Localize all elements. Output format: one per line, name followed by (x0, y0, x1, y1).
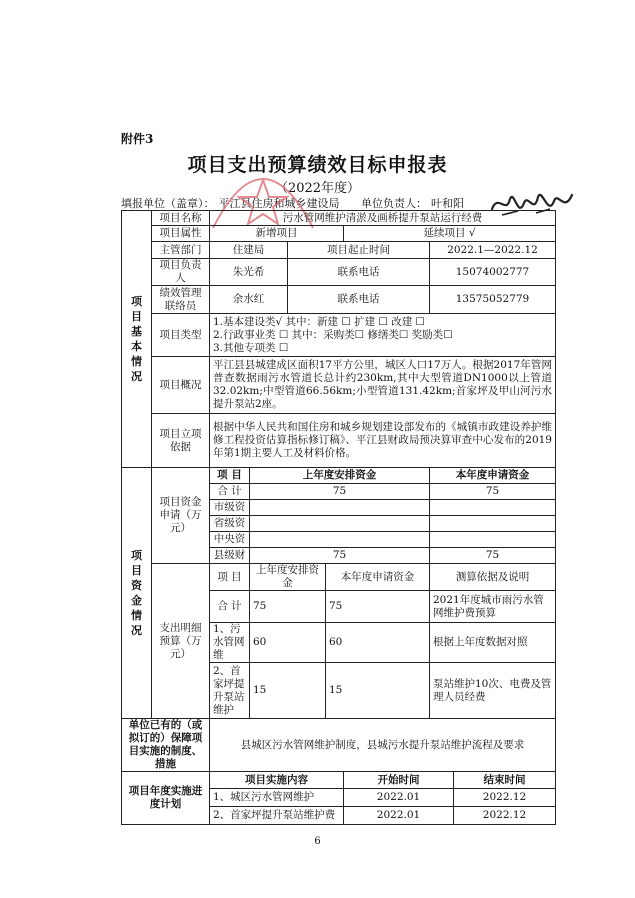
dept-value: 住建局 (210, 242, 288, 259)
detail-row-basis: 泵站维护10次、电费及管理人员经费 (430, 663, 556, 719)
fund-row-last: 75 (250, 484, 430, 500)
fund-row-this (430, 500, 556, 516)
fund-row-item: 中央资 (210, 532, 250, 548)
name-value: 污水管网维护清淤及画桥提升泵站运行经费 (210, 211, 556, 226)
contact-phone-label: 联系电话 (288, 286, 430, 314)
detail-row-item: 1、污水管网维 (210, 623, 250, 663)
fund-row-this (430, 532, 556, 548)
page-title: 项目支出预算绩效目标申报表 (187, 154, 448, 176)
phone-label: 联系电话 (288, 259, 430, 286)
type-line-2: 2.行政事业类 ☐ 其中：采购类☐ 修缮类☐ 奖励类☐ (213, 328, 453, 341)
basis-label: 项目立项依据 (152, 414, 210, 468)
funds-section-header: 项目资金情况 (122, 468, 152, 719)
leader-value: 朱光希 (210, 259, 288, 286)
year-label: （2022年度） (274, 181, 361, 196)
plan-row-content: 1、城区污水管网维护 (210, 789, 344, 807)
unit-value: 平江县住房和城乡建设局 (218, 197, 340, 210)
detail-row-this: 15 (326, 663, 430, 719)
fund-row-last (250, 532, 430, 548)
detail-row-basis: 根据上年度数据对照 (430, 623, 556, 663)
form-table (121, 210, 556, 825)
detail-row-this: 60 (326, 623, 430, 663)
type-options (210, 314, 556, 357)
plan-row-content: 2、首家坪提升泵站维护费 (210, 807, 344, 825)
detail-row-last: 15 (250, 663, 326, 719)
unit-label: 填报单位（盖章）： (121, 197, 215, 210)
plan-row-start: 2022.01 (344, 789, 454, 807)
contact-label: 绩效管理联络员 (152, 286, 210, 314)
plan-col-end: 结束时间 (454, 772, 556, 789)
detail-row-last: 60 (250, 623, 326, 663)
leader-label: 项目负责人 (152, 259, 210, 286)
plan-row-end: 2022.12 (454, 789, 556, 807)
attr-label: 项目属性 (152, 226, 210, 242)
attr-continue: 延续项目 √ (344, 226, 556, 242)
fund-row-last: 75 (250, 548, 430, 564)
fund-col-last: 上年度安排资金 (250, 468, 430, 484)
detail-col-basis: 测算依据及说明 (430, 564, 556, 591)
fund-row-item: 省级资 (210, 516, 250, 532)
type-line-1: 1.基本建设类√ 其中：新建 ☐ 扩建 ☐ 改建 ☐ (213, 315, 425, 328)
fund-row-this: 75 (430, 548, 556, 564)
overview-label: 项目概况 (152, 357, 210, 414)
attachment-label: 附件3 (121, 132, 154, 146)
detail-row-basis: 2021年度城市雨污水管网维护费预算 (430, 591, 556, 623)
detail-col-this: 本年度申请资金 (326, 564, 430, 591)
name-label: 项目名称 (152, 211, 210, 226)
fund-row-this: 75 (430, 484, 556, 500)
contact-value: 余水红 (210, 286, 288, 314)
page-number: 6 (314, 836, 321, 847)
fund-row-item: 合 计 (210, 484, 250, 500)
fund-row-this (430, 516, 556, 532)
fund-row-item: 市级资 (210, 500, 250, 516)
fund-col-item: 项 目 (210, 468, 250, 484)
detail-row-item: 合 计 (210, 591, 250, 623)
detail-row-last: 75 (250, 591, 326, 623)
plan-col-content: 项目实施内容 (210, 772, 344, 789)
guarantee-label: 单位已有的（或拟订的）保障项目实施的制度、措施 (122, 719, 210, 772)
leader-value: 叶和阳 (431, 197, 464, 210)
detail-row-this: 75 (326, 591, 430, 623)
guarantee-value: 县城区污水管网维护制度，县城污水提升泵站维护流程及要求 (210, 719, 556, 772)
attr-new: 新增项目 (210, 226, 344, 242)
type-label: 项目类型 (152, 314, 210, 357)
fund-col-this: 本年度申请资金 (430, 468, 556, 484)
detail-label: 支出明细预算（万元） (152, 564, 210, 719)
fund-row-last (250, 500, 430, 516)
type-line-3: 3.其他专项类 ☐ (213, 341, 289, 354)
period-label: 项目起止时间 (288, 242, 430, 259)
basis-text: 根据中华人民共和国住房和城乡规划建设部发布的《城镇市政建设养护维修工程投资估算指标修订稿》、平江县财政局预决算审查中心发布的2019年第1期主要人工及材料价格。 (210, 414, 556, 468)
apply-label: 项目资金申请（万元） (152, 468, 210, 564)
plan-label: 项目年度实施进度计划 (122, 772, 210, 825)
plan-row-start: 2022.01 (344, 807, 454, 825)
plan-row-end: 2022.12 (454, 807, 556, 825)
period-value: 2022.1—2022.12 (430, 242, 556, 259)
detail-row-item: 2、首家坪提升泵站维护 (210, 663, 250, 719)
overview-text: 平江县县城建成区面积17平方公里，城区人口17万人。根据2017年管网普查数据雨污水管道长总计约230km,其中大型管道DN1000以上管道32.02km;中型管道66.56km;小型管道131.42km;首家坪及甲山河污水提升泵站2座。 (210, 357, 556, 414)
detail-col-item: 项 目 (210, 564, 250, 591)
leader-phone: 15074002777 (430, 259, 556, 286)
detail-col-last: 上年度安排资金 (250, 564, 326, 591)
leader-label: 单位负责人： (361, 197, 427, 210)
dept-label: 主管部门 (152, 242, 210, 259)
contact-phone: 13575052779 (430, 286, 556, 314)
basic-section-header: 项目基本情况 (122, 211, 152, 468)
plan-col-start: 开始时间 (344, 772, 454, 789)
fund-row-item: 县级财 (210, 548, 250, 564)
fund-row-last (250, 516, 430, 532)
